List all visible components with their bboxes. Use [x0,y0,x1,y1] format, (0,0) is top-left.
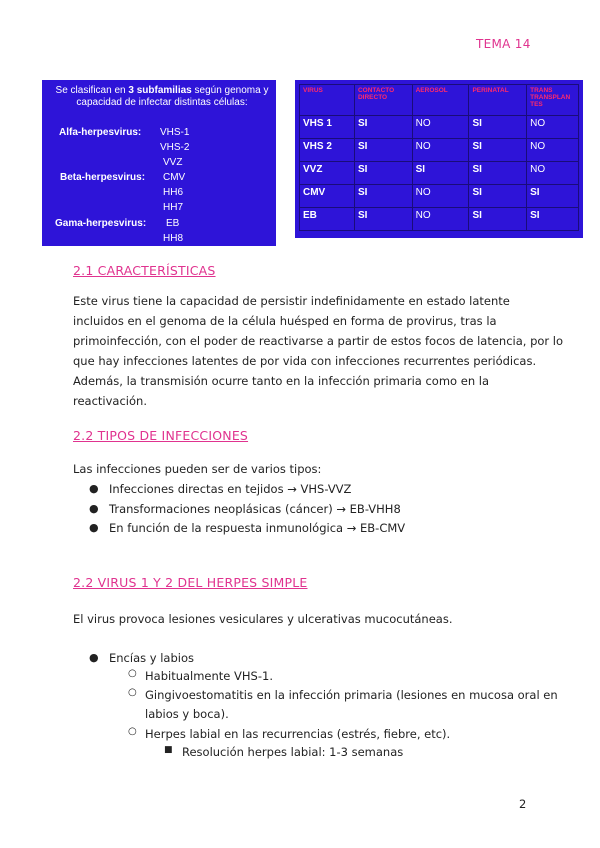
list-subitem: Herpes labial en las recurrencias (estrés, fiebre, etc). [145,727,451,741]
table-cell: SI [469,116,527,139]
page-number: 2 [519,797,527,811]
table-cell: SI [354,185,412,208]
table-cell: EB [300,208,355,231]
virus-item: VHS-1 [160,127,190,138]
list-item: Infecciones directas en tejidos → VHS-VVZ [109,482,352,496]
table-cell: SI [527,208,579,231]
table-cell: NO [412,208,469,231]
table-cell: NO [527,116,579,139]
table-cell: NO [412,139,469,162]
virus-item: CMV [163,172,186,183]
table-cell: SI [469,185,527,208]
paragraph-line: Además, la transmisión ocurre tanto en la infección primaria como en la [73,374,489,388]
table-row [300,162,579,185]
table-cell: SI [469,139,527,162]
bullet-disc-icon: ● [89,521,99,534]
bullet-disc-icon: ● [89,502,99,515]
paragraph-line: reactivación. [73,394,147,408]
virus-item: HH7 [163,202,184,213]
paragraph-line: incluidos en el genoma de la célula huésped en forma de provirus, tras la [73,314,497,328]
table-cell: SI [469,208,527,231]
transmission-table-box [295,80,583,238]
table-cell: NO [527,139,579,162]
table-cell: VHS 1 [300,116,355,139]
table-cell: NO [412,185,469,208]
paragraph-line: que hay infecciones latentes de por vida con infecciones recurrentes periódicas. [73,354,537,368]
table-cell: SI [354,208,412,231]
table-cell: NO [527,162,579,185]
list-subsubitem: Resolución herpes labial: 1-3 semanas [182,745,404,759]
table-header-cell: PERINATAL [469,85,527,116]
bullet-disc-icon: ● [89,651,99,664]
transmission-table [299,84,579,231]
section-heading-herpes-simple: 2.2 VIRUS 1 Y 2 DEL HERPES SIMPLE [73,575,308,590]
family-beta: Beta-herpesvirus: [60,172,146,183]
table-cell: CMV [300,185,355,208]
section-heading-tipos: 2.2 TIPOS DE INFECCIONES [73,428,249,443]
bullet-circle-icon: ○ [128,687,137,698]
table-cell: SI [469,162,527,185]
bullet-square-icon: ■ [164,745,173,755]
list-item: En función de la respuesta inmunológica → EB-CMV [109,521,406,535]
table-cell: SI [527,185,579,208]
table-header-cell: VIRUS [300,85,355,116]
classification-intro: Se clasifican en 3 subfamilias según genoma y capacidad de infectar distintas células: [55,85,269,108]
bullet-disc-icon: ● [89,482,99,495]
bullet-circle-icon: ○ [128,726,137,737]
table-cell: NO [412,116,469,139]
family-gama: Gama-herpesvirus: [55,218,147,229]
table-header-cell: CONTACTO DIRECTO [354,85,412,116]
subfamily-classification-box [42,80,276,246]
table-cell: SI [354,162,412,185]
table-cell: SI [412,162,469,185]
list-subitem: Gingivoestomatitis en la infección primaria (lesiones en mucosa oral en [145,688,558,702]
family-alfa: Alfa-herpesvirus: [59,127,142,138]
table-cell: SI [354,116,412,139]
paragraph-line: primoinfección, con el poder de reactivarse a partir de estos focos de latencia, por lo [73,334,564,348]
list-item: Transformaciones neoplásicas (cáncer) → EB-VHH8 [109,502,401,516]
list-subitem-continuation: labios y boca). [145,707,229,721]
bullet-circle-icon: ○ [128,668,137,679]
table-header-cell: TRANS TRANSPLAN TES [527,85,579,116]
table-cell: SI [354,139,412,162]
table-row [300,116,579,139]
table-cell: VVZ [300,162,355,185]
table-header-cell: AEROSOL [412,85,469,116]
table-cell: VHS 2 [300,139,355,162]
paragraph-line: El virus provoca lesiones vesiculares y ulcerativas mucocutáneas. [73,612,453,626]
paragraph-line: Las infecciones pueden ser de varios tipos: [73,462,322,476]
table-row [300,208,579,231]
virus-item: HH8 [163,233,184,244]
virus-item: VVZ [163,157,183,168]
section-heading-caracteristicas: 2.1 CARACTERÍSTICAS [73,263,216,278]
virus-item: HH6 [163,187,184,198]
virus-item: VHS-2 [160,142,190,153]
virus-item: EB [166,218,180,229]
list-item: Encías y labios [109,651,194,665]
paragraph-line: Este virus tiene la capacidad de persistir indefinidamente en estado latente [73,294,510,308]
table-header-row [300,85,579,116]
table-row [300,139,579,162]
table-row [300,185,579,208]
chapter-tag: TEMA 14 [476,37,531,51]
list-subitem: Habitualmente VHS-1. [145,669,273,683]
